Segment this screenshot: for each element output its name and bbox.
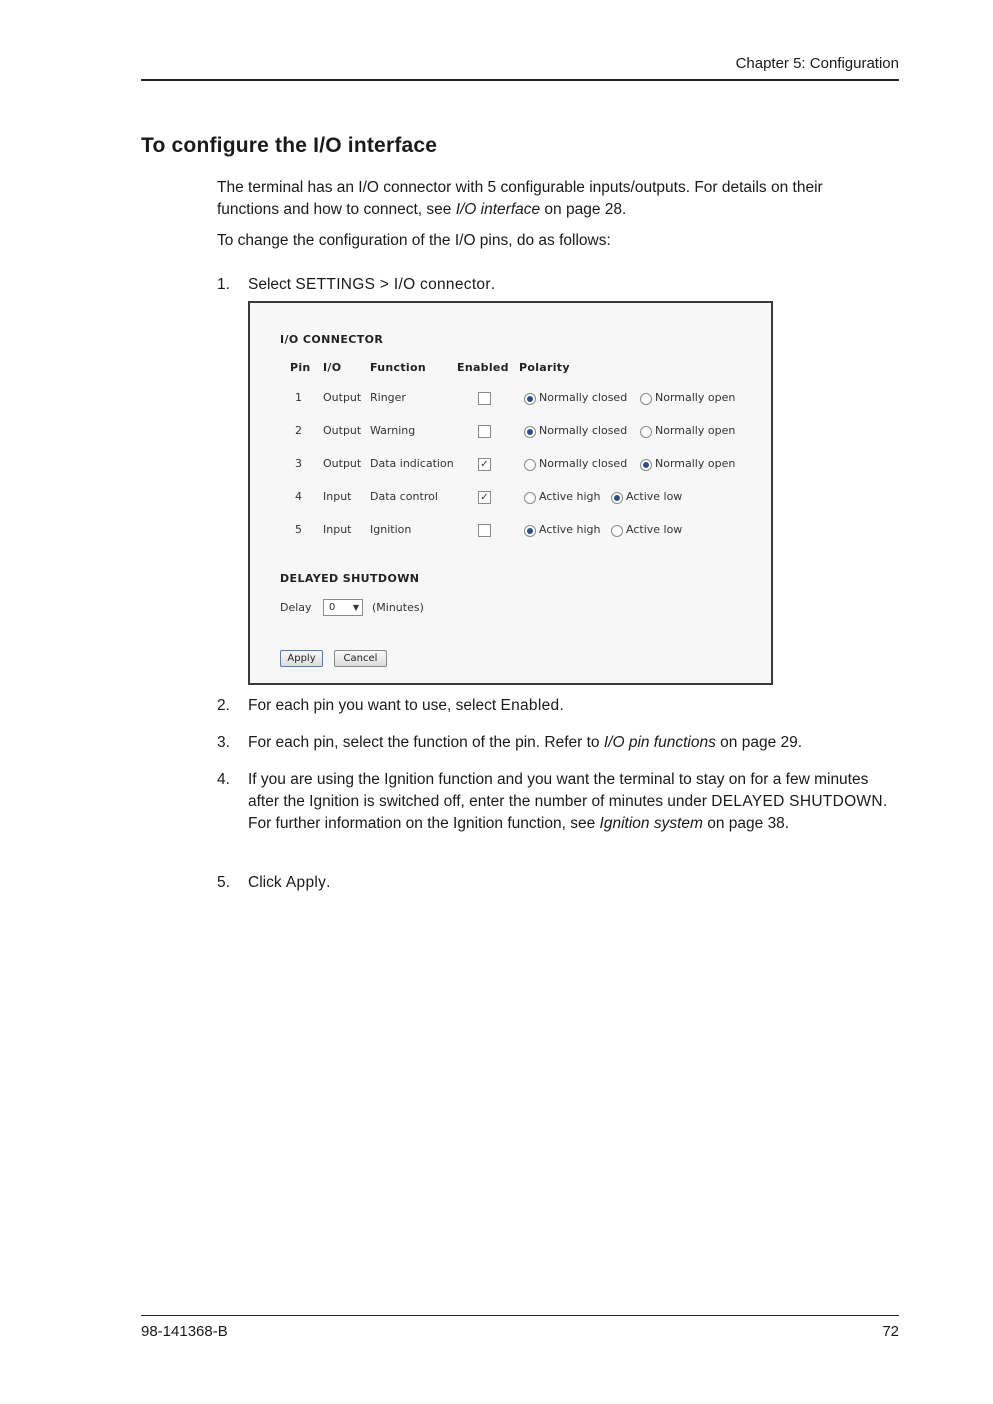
ignition-system-reference: Ignition system	[599, 815, 703, 832]
apply-button[interactable]: Apply	[280, 650, 323, 667]
delay-unit: (Minutes)	[372, 601, 424, 614]
step-text-b: .	[326, 874, 331, 891]
polarity-label-2: Normally open	[655, 424, 736, 437]
polarity-label-1: Normally closed	[539, 424, 628, 437]
column-header-io: I/O	[323, 361, 342, 374]
step-text-c: For further information on the Ignition function, see	[248, 815, 600, 832]
polarity-label-2: Normally open	[655, 391, 736, 404]
enabled-checkbox[interactable]	[478, 392, 491, 405]
step-text	[248, 274, 898, 296]
step-number: 2.	[217, 697, 230, 714]
column-header-pin: Pin	[290, 361, 311, 374]
polarity-label-2: Active low	[626, 490, 683, 503]
menu-path: SETTINGS > I/O connector	[295, 276, 491, 293]
enabled-checkbox[interactable]: ✓	[478, 458, 491, 471]
polarity-radio-2[interactable]	[640, 426, 652, 438]
function-name: Data indication	[370, 457, 454, 470]
intro-text-a: The terminal has an I/O connector with 5 configurable inputs/outputs. For details on their functions and how to connect, see	[217, 179, 823, 218]
intro-text-b: on page 28.	[540, 201, 627, 218]
apply-keyword: Apply	[285, 874, 327, 891]
pin-number: 4	[295, 490, 302, 503]
intro-paragraph	[217, 177, 887, 221]
polarity-radio-2[interactable]	[611, 525, 623, 537]
polarity-label-1: Normally closed	[539, 391, 628, 404]
section-title: To configure the I/O interface	[141, 134, 438, 157]
step-text-b: on page 29.	[715, 734, 803, 751]
step-text	[248, 769, 898, 835]
chapter-header: Chapter 5: Configuration	[735, 55, 899, 72]
header-rule	[141, 79, 899, 81]
column-header-function: Function	[370, 361, 426, 374]
function-name: Warning	[370, 424, 416, 437]
polarity-radio-1[interactable]	[524, 525, 536, 537]
delayed-shutdown-keyword: DELAYED SHUTDOWN	[711, 793, 883, 810]
pin-number: 3	[295, 457, 302, 470]
polarity-radio-1[interactable]	[524, 459, 536, 471]
step-text	[248, 732, 898, 754]
step-text	[248, 872, 898, 894]
step-text-a: For each pin you want to use, select	[248, 697, 501, 714]
step-text-d: on page 38.	[702, 815, 790, 832]
function-name: Ringer	[370, 391, 406, 404]
io-connector-screenshot	[248, 301, 773, 685]
polarity-label-2: Active low	[626, 523, 683, 536]
step-number: 3.	[217, 734, 230, 751]
delay-label: Delay	[280, 601, 312, 614]
column-header-polarity: Polarity	[519, 361, 570, 374]
enabled-checkbox[interactable]	[478, 524, 491, 537]
io-type: Input	[323, 490, 352, 503]
polarity-radio-2[interactable]	[640, 459, 652, 471]
polarity-label-1: Active high	[539, 523, 601, 536]
pin-number: 5	[295, 523, 302, 536]
step-text-b: .	[882, 793, 888, 810]
polarity-radio-1[interactable]	[524, 492, 536, 504]
step-text-a: If you are using the Ignition function and you want the terminal to stay on for a few minutes after the Ignition is switched off, enter the number of minutes under	[248, 771, 869, 810]
step-number: 5.	[217, 874, 230, 891]
io-interface-reference: I/O interface	[455, 201, 541, 218]
io-connector-heading: I/O CONNECTOR	[280, 333, 384, 346]
step-text-a: For each pin, select the function of the pin. Refer to	[248, 734, 604, 751]
footer-rule	[141, 1315, 899, 1316]
document-id: 98-141368-B	[141, 1323, 228, 1340]
polarity-radio-2[interactable]	[640, 393, 652, 405]
polarity-radio-1[interactable]	[524, 426, 536, 438]
step-text-a: Click	[248, 874, 286, 891]
delay-select[interactable]	[323, 599, 363, 616]
function-name: Data control	[370, 490, 438, 503]
io-type: Output	[323, 391, 362, 404]
step-text	[248, 695, 898, 717]
polarity-radio-2[interactable]	[611, 492, 623, 504]
cancel-button[interactable]: Cancel	[334, 650, 387, 667]
polarity-radio-1[interactable]	[524, 393, 536, 405]
step-text-b: .	[559, 697, 564, 714]
enabled-checkbox[interactable]	[478, 425, 491, 438]
column-header-enabled: Enabled	[457, 361, 509, 374]
polarity-label-2: Normally open	[655, 457, 736, 470]
io-type: Input	[323, 523, 352, 536]
polarity-label-1: Active high	[539, 490, 601, 503]
delay-value: 0	[329, 602, 336, 613]
io-type: Output	[323, 424, 362, 437]
step-number: 4.	[217, 771, 230, 788]
io-type: Output	[323, 457, 362, 470]
function-name: Ignition	[370, 523, 412, 536]
enabled-checkbox[interactable]: ✓	[478, 491, 491, 504]
pin-number: 1	[295, 391, 302, 404]
chevron-down-icon: ▼	[352, 603, 359, 612]
page-number: 72	[882, 1323, 899, 1340]
step-text-a: Select	[248, 276, 296, 293]
pin-number: 2	[295, 424, 302, 437]
polarity-label-1: Normally closed	[539, 457, 628, 470]
enabled-keyword: Enabled	[500, 697, 560, 714]
delayed-shutdown-heading: DELAYED SHUTDOWN	[280, 572, 420, 585]
io-pin-functions-reference: I/O pin functions	[603, 734, 716, 751]
step-text-b: .	[490, 276, 496, 293]
instruction-paragraph: To change the configuration of the I/O pins, do as follows:	[217, 232, 611, 249]
step-number: 1.	[217, 276, 230, 293]
